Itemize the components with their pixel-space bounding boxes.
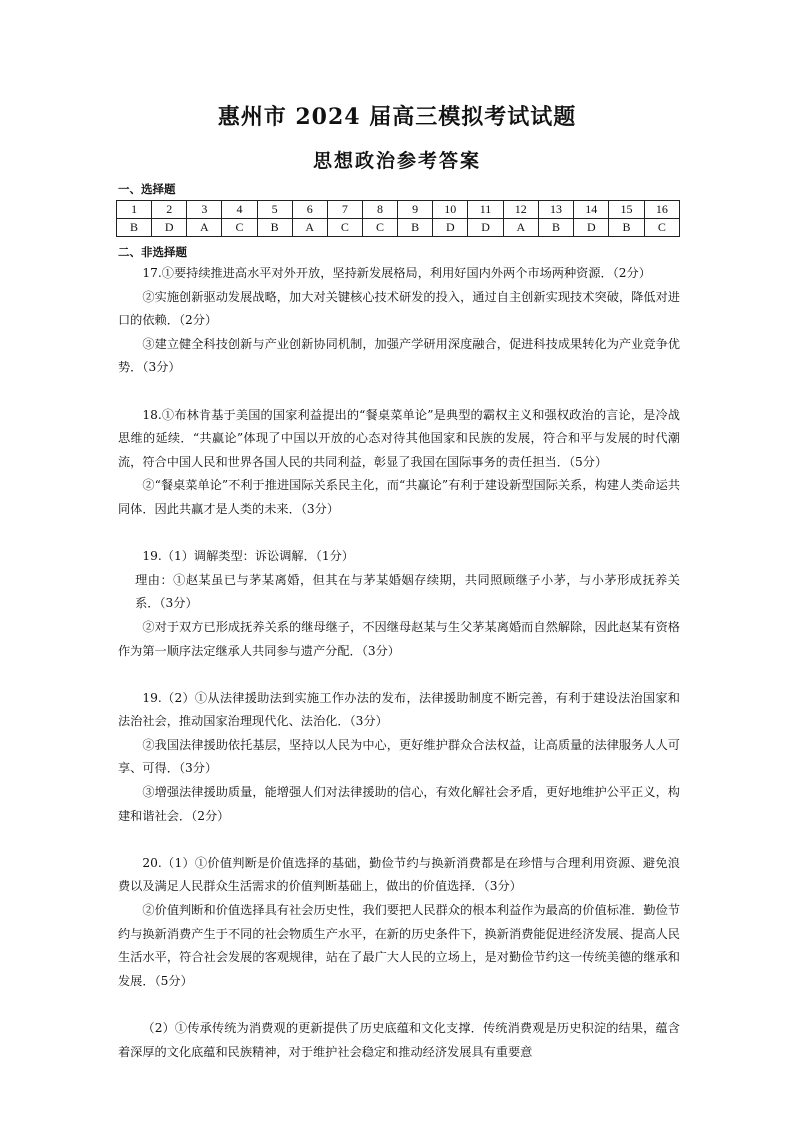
answer-table-answer-row — [117, 219, 680, 237]
question-number: 15 — [609, 201, 644, 219]
answer-paragraph: 18.①布林肯基于美国的国家利益提出的“餐桌菜单论”是典型的霸权主义和强权政治的言论，是冷战思维的延续．“共赢论”体现了中国以开放的心态对待其他国家和民族的发展，符合和平与发展的时代潮流，符合中国人民和世界各国人民的共同利益，彰显了我国在国际事务的责任担当．（5分） — [118, 407, 680, 469]
page-subtitle: 思想政治参考答案 — [312, 150, 481, 172]
question-number: 2 — [152, 201, 187, 219]
answer-cell: A — [503, 219, 538, 237]
answer-paragraph: 19.（1）调解类型：诉讼调解．（1分） — [142, 549, 354, 564]
answer-cell: D — [574, 219, 609, 237]
answer-cell: A — [187, 219, 222, 237]
answer-cell: C — [327, 219, 362, 237]
answer-paragraph: ②对于双方已形成抚养关系的继母继子，不因继母赵某与生父茅某离婚而自然解除，因此赵某有资格作为第一顺序法定继承人共同参与遗产分配．（3分） — [118, 619, 680, 658]
paragraph-spacer — [118, 993, 680, 1017]
page-title: 惠州市 2024 届高三模拟考试试题 — [217, 104, 577, 130]
question-number: 10 — [433, 201, 468, 219]
answer-cell: D — [468, 219, 503, 237]
question-number: 11 — [468, 201, 503, 219]
question-number: 9 — [398, 201, 433, 219]
answer-paragraph: 17.①要持续推进高水平对外开放，坚持新发展格局，利用好国内外两个市场两种资源．（2分） — [142, 266, 651, 280]
question-number: 16 — [644, 201, 679, 219]
paragraph-spacer — [118, 522, 680, 546]
answer-cell: C — [222, 219, 257, 237]
answer-cell: B — [117, 219, 152, 237]
answer-paragraph: 19.（2）①从法律援助法到实施工作办法的发布，法律援助制度不断完善，有利于建设法治国家和法治社会，推动国家治理现代化、法治化．（3分） — [118, 690, 680, 729]
answer-paragraph: 20.（1）①价值判断是价值选择的基础，勤俭节约与换新消费都是在珍惜与合理利用资源、避免浪费以及满足人民群众生活需求的价值判断基础上，做出的价值选择．（3分） — [118, 855, 680, 894]
answer-paragraph: （2）①传承传统为消费观的更新提供了历史底蕴和文化支撑．传统消费观是历史积淀的结果，蕴含着深厚的文化底蕴和民族精神，对于维护社会稳定和推动经济发展具有重要意 — [118, 1021, 680, 1059]
paragraph-spacer — [118, 663, 680, 687]
answer-table — [116, 200, 680, 237]
section-open-heading: 二、非选择题 — [118, 245, 187, 259]
answer-cell: D — [433, 219, 468, 237]
answer-paragraph: ③增强法律援助质量，能增强人们对法律援助的信心，有效化解社会矛盾，更好地维护公平正义，构建和谐社会．（2分） — [118, 785, 680, 823]
question-number: 7 — [327, 201, 362, 219]
answer-cell: A — [292, 219, 327, 237]
paragraph-spacer — [118, 828, 680, 852]
question-number: 12 — [503, 201, 538, 219]
answer-cell: B — [398, 219, 433, 237]
answer-paragraph: ②实施创新驱动发展战略，加大对关键核心技术研发的投入，通过自主创新实现技术突破，降低对进口的依赖．（2分） — [118, 289, 680, 328]
answer-paragraph: ②价值判断和价值选择具有社会历史性，我们要把人民群众的根本利益作为最高的价值标准．勤俭节约与换新消费产生于不同的社会物质生产水平，在新的历史条件下，换新消费能促进经济发展、提高人民生活水平，符合社会发展的客观规律，站在了最广大人民的立场上，是对勤俭节约这一传统美德的继承和发展．（5分） — [118, 903, 680, 988]
answer-paragraph: ③建立健全科技创新与产业创新协同机制，加强产学研用深度融合，促进科技成果转化为产业竞争优势．（3分） — [118, 336, 680, 375]
section-choice-heading: 一、选择题 — [118, 182, 176, 196]
answer-paragraph: ②我国法律援助依托基层，坚持以人民为中心，更好维护群众合法权益，让高质量的法律服务人人可享、可得．（3分） — [118, 737, 680, 776]
paragraph-spacer — [118, 380, 680, 404]
answer-cell: B — [538, 219, 573, 237]
answer-paragraph: 理由：①赵某虽已与茅某离婚，但其在与茅某婚姻存续期，共同照顾继子小茅，与小茅形成抚养关系．（3分） — [135, 572, 680, 611]
answer-cell: C — [362, 219, 397, 237]
answer-cell: B — [257, 219, 292, 237]
answer-paragraph: ②“餐桌菜单论”不利于推进国际关系民主化，而“共赢论”有利于建设新型国际关系，构建人类命运共同体．因此共赢才是人类的未来．（3分） — [118, 478, 680, 516]
question-number: 3 — [187, 201, 222, 219]
answer-table-number-row — [117, 201, 680, 219]
question-number: 6 — [292, 201, 327, 219]
answer-cell: D — [152, 219, 187, 237]
answer-cell: C — [644, 219, 679, 237]
question-number: 1 — [117, 201, 152, 219]
question-number: 4 — [222, 201, 257, 219]
question-number: 13 — [538, 201, 573, 219]
answer-body — [118, 262, 680, 1064]
question-number: 5 — [257, 201, 292, 219]
answer-cell: B — [609, 219, 644, 237]
question-number: 14 — [574, 201, 609, 219]
question-number: 8 — [362, 201, 397, 219]
